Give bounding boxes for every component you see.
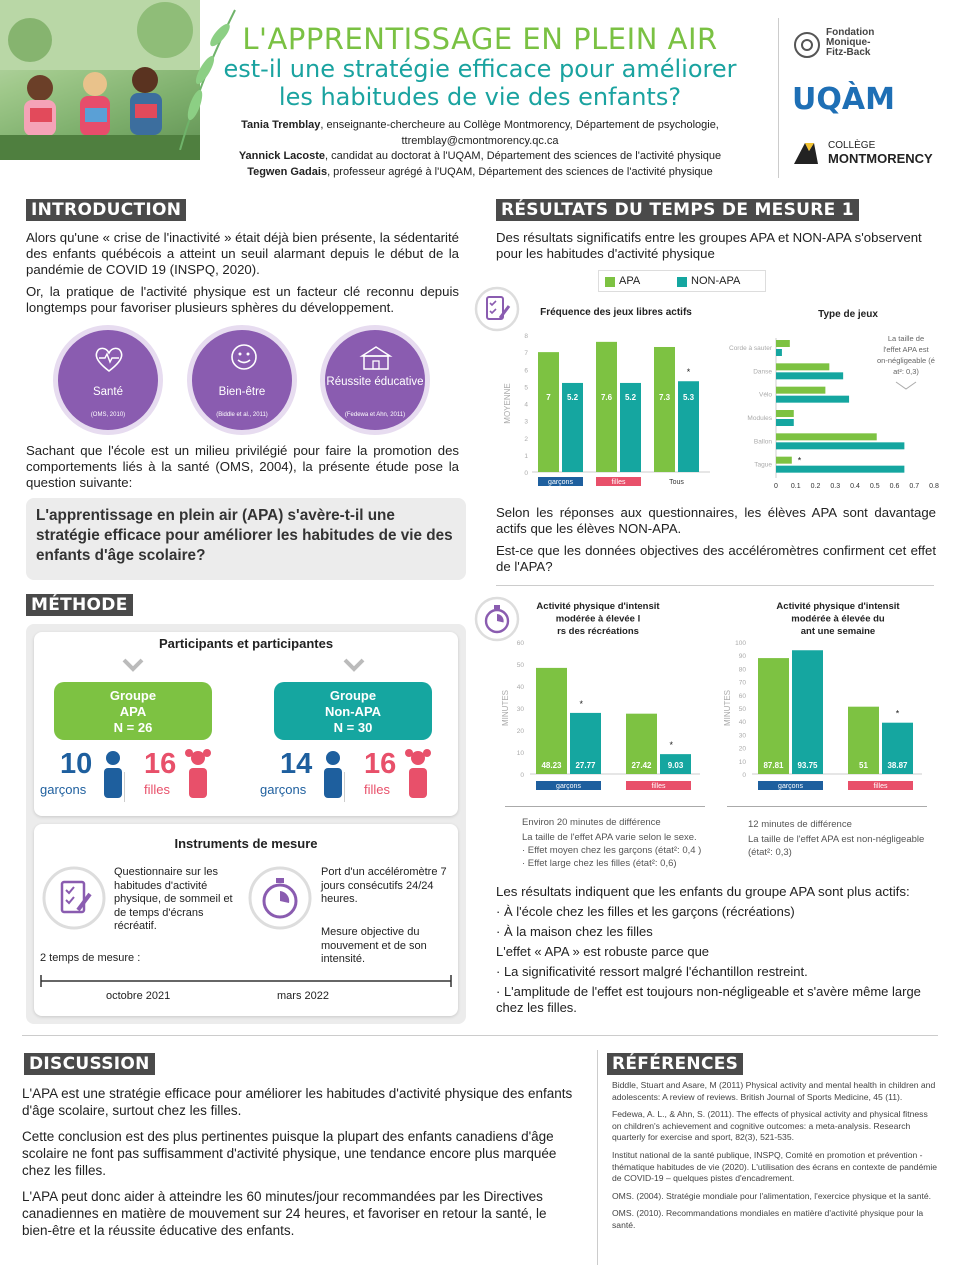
boy-icon: [322, 750, 344, 800]
fondation-logo: [792, 28, 942, 62]
author1-name: Tania Tremblay: [241, 119, 321, 131]
group-apa-n: N = 26: [113, 720, 153, 735]
y-tick-label: 0: [742, 772, 746, 779]
y-tick-label: 30: [738, 732, 746, 740]
results-robust: L'effet « APA » est robuste parce que: [496, 944, 710, 959]
x-tick-label: 0.7: [909, 483, 920, 490]
header-divider: [778, 18, 779, 178]
reference-item: Institut national de la santé publique, INSPQ, Comité en promotion et prévention - thématique habitudes de vie (2020). L'utilisation des écrans en contexte de pandémie de COVID-19 – quelques pistes d'encadrement.: [612, 1149, 938, 1184]
bar-value-label: 9.03: [667, 761, 684, 770]
discussion-heading: DISCUSSION: [24, 1053, 155, 1075]
y-tick-label: 40: [516, 684, 524, 691]
references-heading: RÉFÉRENCES: [607, 1053, 743, 1075]
chart-title: modérée à élevée du: [791, 613, 885, 625]
y-tick-label: 3: [524, 418, 528, 426]
results-bullet-2: · À la maison chez les filles: [496, 924, 653, 939]
group-apa-name: APA: [119, 704, 147, 719]
significance-star: *: [579, 698, 584, 709]
girl-icon: [404, 748, 432, 800]
circle-reussite: [320, 325, 430, 435]
intro-paragraph-2: Or, la pratique de l'activité physique est un facteur clé reconnu depuis longtemps pour favoriser plusieurs sphères du développement.: [26, 284, 459, 315]
bar-value-label: 5.3: [682, 393, 695, 402]
category-label: Danse: [753, 368, 772, 376]
y-tick-label: 4: [524, 401, 528, 409]
effect-size-note: La taille de: [887, 334, 925, 343]
x-tick-label: 0.2: [810, 483, 821, 490]
chart-type-jeux: [716, 300, 946, 496]
non-apa-girls-label: filles: [364, 782, 391, 797]
bar-non-apa: [792, 650, 823, 774]
author2-affiliation: , candidat au doctorat à l'UQAM, Département des sciences de l'activité physique: [325, 150, 722, 162]
category-label: filles: [611, 479, 626, 486]
category-label: garçons: [548, 479, 573, 486]
discussion-paragraph-1: L'APA est une stratégie efficace pour améliorer les habitudes d'activité physique des enfants d'âge scolaire, surtout chez les filles.: [22, 1086, 573, 1118]
authors: [190, 118, 770, 180]
heart-pulse-icon: [93, 344, 125, 374]
chart-title: Activité physique d'intensit: [776, 601, 900, 612]
significance-star: *: [797, 455, 802, 466]
bar-value-label: 38.87: [887, 761, 908, 770]
y-tick-label: 60: [516, 640, 524, 647]
significance-star: *: [669, 740, 674, 751]
bar-apa: [776, 340, 790, 347]
bar-value-label: 5.2: [566, 393, 579, 402]
group-apa-box: [54, 682, 212, 740]
category-label: filles: [651, 783, 666, 790]
results-divider: [496, 585, 934, 586]
x-tick-label: 0.8: [929, 483, 939, 490]
bar-value-label: 93.75: [797, 761, 818, 770]
y-tick-label: 8: [524, 333, 528, 340]
effect-size-note: l'effet APA est: [883, 345, 929, 354]
college-text: COLLÈGE: [828, 140, 876, 151]
chart-apmve-semaine: [718, 598, 944, 804]
group-non-apa-name: Non-APA: [324, 704, 382, 719]
y-tick-label: 100: [735, 640, 746, 647]
y-tick-label: 2: [524, 435, 528, 443]
note-recreations-3: · Effet moyen chez les garçons (état²: 0,4 ): [522, 845, 702, 856]
x-tick-label: 0.1: [790, 483, 801, 490]
category-label: Ballon: [753, 438, 772, 446]
research-question-box: [26, 498, 466, 580]
intro-paragraph-1: Alors qu'une « crise de l'inactivité » était déjà bien présente, la sédentarité des enfants québécois a atteint un seuil alarmant depuis le début de la pandémie de COVID 19 (INSPQ, 2020).: [26, 230, 459, 277]
instrument-accelerometer-text: Port d'un accéléromètre 7 jours consécutifs 24/24 heures.: [321, 866, 447, 905]
results-bullet-3: · La significativité ressort malgré l'échantillon restreint.: [496, 964, 808, 979]
x-tick-label: 0.5: [869, 483, 880, 490]
circle-sante-label: Santé: [92, 386, 124, 398]
bar-apa: [596, 342, 617, 472]
bar-apa: [776, 433, 877, 440]
y-tick-label: 90: [738, 653, 746, 661]
y-tick-label: 7: [524, 350, 528, 358]
bar-value-label: 5.2: [624, 393, 637, 402]
results-bullet-4: · L'amplitude de l'effet est toujours non-négligeable et s'avère même large chez les filles.: [496, 984, 921, 1015]
bar-value-label: 7.6: [600, 393, 613, 402]
montmorency-logo: [792, 140, 942, 170]
bar-non-apa: [776, 419, 794, 426]
non-apa-boys-count: 14: [280, 748, 313, 780]
author3-name: Tegwen Gadais: [247, 165, 328, 178]
timeline-date-2: mars 2022: [277, 990, 329, 1002]
legend-apa-swatch: [605, 277, 615, 287]
author1-email[interactable]: ttremblay@cmontmorency.qc.ca: [401, 134, 559, 147]
chevron-down-icon: [343, 658, 365, 672]
results-legend: [598, 270, 766, 292]
bar-apa: [776, 363, 829, 370]
results-bullet-1: · À l'école chez les filles et les garçons (récréations): [496, 904, 795, 919]
research-question: L'apprentissage en plein air (APA) s'avère-t-il une stratégie efficace pour améliorer les habitudes de vie des enfants d'âge scolaire?: [36, 507, 453, 564]
boy-icon: [102, 750, 124, 800]
circle-bien-etre: [187, 325, 297, 435]
uqam-logo: UQÀM: [792, 82, 895, 117]
bar-non-apa: [776, 396, 849, 403]
legend-non-apa-swatch: [677, 277, 687, 287]
bar-value-label: 51: [859, 761, 868, 770]
questionnaire-icon: [42, 866, 106, 930]
girl-icon: [184, 748, 212, 800]
apa-girls-count: 16: [144, 748, 177, 780]
legend-apa-label: APA: [619, 275, 641, 287]
chart-title: rs des récréations: [557, 626, 639, 637]
y-tick-label: 40: [738, 719, 746, 727]
montmorency-emblem-icon: [792, 140, 820, 166]
y-tick-label: 0: [520, 772, 524, 779]
apa-boys-count: 10: [60, 748, 93, 780]
bar-apa: [776, 410, 794, 417]
smiley-icon: [229, 342, 259, 372]
y-tick-label: 10: [738, 758, 746, 766]
x-tick-label: 0.4: [850, 483, 860, 490]
bar-value-label: 27.42: [631, 761, 652, 770]
y-tick-label: 20: [516, 728, 524, 735]
results-heading: RÉSULTATS DU TEMPS DE MESURE 1: [496, 199, 859, 221]
y-tick-label: 20: [738, 745, 746, 753]
intro-paragraph-3: Sachant que l'école est un milieu privilégié pour faire la promotion des comportements liés à la santé (OMS, 2004), la présente étude pose la question suivante:: [26, 443, 459, 490]
circle-sante: [53, 325, 163, 435]
results-paragraph-3: Est-ce que les données objectives des accéléromètres confirment cet effet de l'APA?: [496, 543, 936, 574]
bar-apa: [776, 457, 792, 464]
y-tick-label: 70: [738, 679, 746, 687]
y-axis-label: MINUTES: [501, 690, 510, 726]
y-tick-label: 30: [516, 706, 524, 713]
chart-title: Activité physique d'intensit: [536, 601, 660, 612]
category-label: garçons: [556, 783, 581, 790]
note-recreations-2: La taille de l'effet APA varie selon le sexe.: [522, 832, 697, 843]
apa-boys-label: garçons: [40, 782, 87, 797]
author2-name: Yannick Lacoste: [238, 150, 326, 162]
school-building-icon: [358, 344, 394, 372]
circle-bien-etre-source: (Biddle et al., 2011): [216, 412, 268, 418]
y-tick-label: 5: [524, 384, 528, 392]
bar-non-apa: [776, 349, 782, 356]
category-label: Tague: [754, 461, 772, 469]
discussion-paragraph-2: Cette conclusion est des plus pertinentes puisque la plupart des enfants canadiens d'âge scolaire ne font pas suffisamment d'activité physique, une tendance encore plus marquée chez les filles.: [22, 1129, 557, 1178]
annotation-pointer: [896, 382, 916, 389]
bar-value-label: 27.77: [575, 761, 596, 770]
methode-heading: MÉTHODE: [26, 594, 133, 616]
y-tick-label: 50: [516, 662, 524, 669]
note-divider: [727, 806, 927, 807]
chart-title: Type de jeux: [818, 309, 878, 320]
reference-item: OMS. (2010). Recommandations mondiales en matière d'activité physique pour la santé.: [612, 1208, 924, 1230]
significance-star: *: [686, 367, 691, 378]
references-list: [612, 1080, 938, 1238]
results-summary: Les résultats indiquent que les enfants du groupe APA sont plus actifs:: [496, 884, 910, 899]
references-divider: [597, 1050, 598, 1265]
instrument-questionnaire-text: Questionnaire sur les habitudes d'activité physique, de sommeil et de temps d'écrans récréatif.: [114, 866, 233, 932]
group-non-apa-label: Groupe: [329, 688, 377, 703]
group-non-apa-box: [274, 682, 432, 740]
x-tick-label: 0.6: [889, 483, 900, 490]
fondation-logo-text-3: Fitz-Back: [826, 47, 871, 58]
results-paragraph-1: Des résultats significatifs entre les groupes APA et NON-APA s'observent pour les habitudes d'activité physique: [496, 230, 922, 261]
legend-non-apa-label: NON-APA: [691, 275, 741, 287]
group-non-apa-n: N = 30: [333, 720, 373, 735]
chart-title: modérée à élevée l: [555, 613, 641, 625]
count-divider: [344, 772, 345, 802]
non-apa-boys-label: garçons: [260, 782, 307, 797]
chart-title: ant une semaine: [800, 626, 876, 637]
bar-value-label: 7.3: [658, 393, 671, 402]
effect-size-note: at²: 0,3): [893, 367, 919, 376]
bar-apa: [776, 387, 825, 394]
bar-apa: [536, 668, 567, 774]
bottom-divider: [22, 1035, 938, 1036]
chevron-down-icon: [122, 658, 144, 672]
bar-non-apa: [776, 442, 904, 449]
introduction-heading: INTRODUCTION: [26, 199, 186, 221]
author3-affiliation: , professeur agrégé à l'UQAM, Département des sciences de l'activité physique: [327, 165, 713, 178]
category-label: filles: [873, 783, 888, 790]
instruments-card: [34, 824, 458, 1016]
fondation-logo-text-2: Monique-: [826, 37, 871, 48]
circle-reussite-label: Réussite éducative: [326, 376, 424, 388]
circle-bien-etre-label: Bien-être: [218, 386, 266, 398]
discussion-paragraph-3: L'APA peut donc aider à atteindre les 60 minutes/jour recommandées par les Directives canadiennes en matière de mouvement sur 24 heures, et favoriser en retour la santé, le bien-être et la réussite éducative des enfants.: [22, 1189, 547, 1238]
y-tick-label: 6: [524, 367, 528, 375]
y-tick-label: 60: [738, 692, 746, 700]
stopwatch-icon: [248, 866, 312, 930]
poster-subtitle-line2: les habitudes de vie des enfants?: [278, 83, 682, 111]
note-semaine-2: La taille de l'effet APA est non-négligeable (état²: 0,3): [748, 834, 925, 858]
instruments-title: Instruments de mesure: [174, 836, 318, 851]
category-label: Corde à sauter: [729, 345, 772, 352]
apa-girls-label: filles: [144, 782, 171, 797]
bar-apa: [758, 658, 789, 774]
effect-size-note: on-négligeable (é: [877, 356, 935, 365]
significance-star: *: [895, 708, 900, 719]
author1-affiliation: , enseignante-chercheure au Collège Montmorency, Département de psychologie,: [320, 119, 719, 131]
chart-apmve-recreations: [496, 598, 718, 804]
non-apa-girls-count: 16: [364, 748, 397, 780]
circle-sante-source: (OMS, 2010): [90, 412, 126, 418]
bar-non-apa: [776, 372, 843, 379]
x-tick-label: 0: [774, 483, 778, 490]
note-divider: [505, 806, 705, 807]
circle-reussite-source: (Fedewa et Ahn, 2011): [344, 412, 406, 418]
x-tick-label: 0.3: [830, 483, 841, 490]
bar-value-label: 48.23: [541, 761, 562, 770]
bar-value-label: 87.81: [763, 761, 784, 770]
timeline-date-1: octobre 2021: [106, 990, 171, 1002]
category-label: Vélo: [758, 391, 772, 399]
group-apa-label: Groupe: [109, 688, 157, 703]
reference-item: OMS. (2004). Stratégie mondiale pour l'alimentation, l'exercice physique et la santé.: [612, 1190, 932, 1201]
bar-apa: [654, 347, 675, 472]
participants-card: [34, 632, 458, 816]
bar-value-label: 7: [546, 393, 551, 402]
y-axis-label: MOYENNE: [503, 383, 512, 424]
bar-non-apa: [776, 466, 904, 473]
participants-title: Participants et participantes: [158, 636, 334, 651]
fondation-emblem-icon: [792, 30, 822, 60]
chart-frequence-jeux: [496, 300, 718, 496]
montmorency-text: MONTMORENCY: [828, 151, 933, 166]
note-recreations-1: Environ 20 minutes de différence: [522, 817, 661, 828]
poster-subtitle-line1: est-il une stratégie efficace pour améliorer: [223, 55, 737, 83]
reference-item: Fedewa, A. L., & Ahn, S. (2011). The effects of physical activity and physical fitness on children's achievement and cognitive outcomes: a meta-analysis. Research quarterly for exercise and sport, 82(3), 521-535.: [612, 1109, 928, 1143]
y-tick-label: 80: [738, 666, 746, 674]
results-paragraph-2: Selon les réponses aux questionnaires, les élèves APA sont davantage actifs que les élèves NON-APA.: [496, 505, 936, 536]
y-tick-label: 10: [516, 750, 524, 757]
note-recreations-4: · Effet large chez les filles (état²: 0,6): [522, 858, 677, 869]
measurement-times-label: 2 temps de mesure :: [40, 952, 141, 964]
y-axis-label: MINUTES: [723, 690, 732, 726]
category-label: garçons: [778, 783, 803, 790]
chart-title: Fréquence des jeux libres actifs: [540, 307, 692, 318]
timeline: [40, 974, 452, 988]
category-label: Modules: [747, 415, 772, 422]
bar-apa: [538, 352, 559, 472]
y-tick-label: 0: [524, 470, 528, 477]
instrument-accelerometer-desc: Mesure objective du mouvement et de son intensité.: [321, 926, 427, 965]
category-label: Tous: [669, 479, 684, 486]
poster-title: L'APPRENTISSAGE EN PLEIN AIR: [242, 22, 718, 56]
y-tick-label: 1: [524, 452, 528, 460]
note-semaine-1: 12 minutes de différence: [748, 819, 852, 830]
y-tick-label: 50: [738, 706, 746, 713]
fondation-logo-text-1: Fondation: [826, 27, 875, 38]
count-divider: [124, 772, 125, 802]
reference-item: Biddle, Stuart and Asare, M (2011) Physical activity and mental health in children and adolescents: A review of reviews. British Journal of Sports Medicine, 45 (11).: [612, 1080, 936, 1102]
